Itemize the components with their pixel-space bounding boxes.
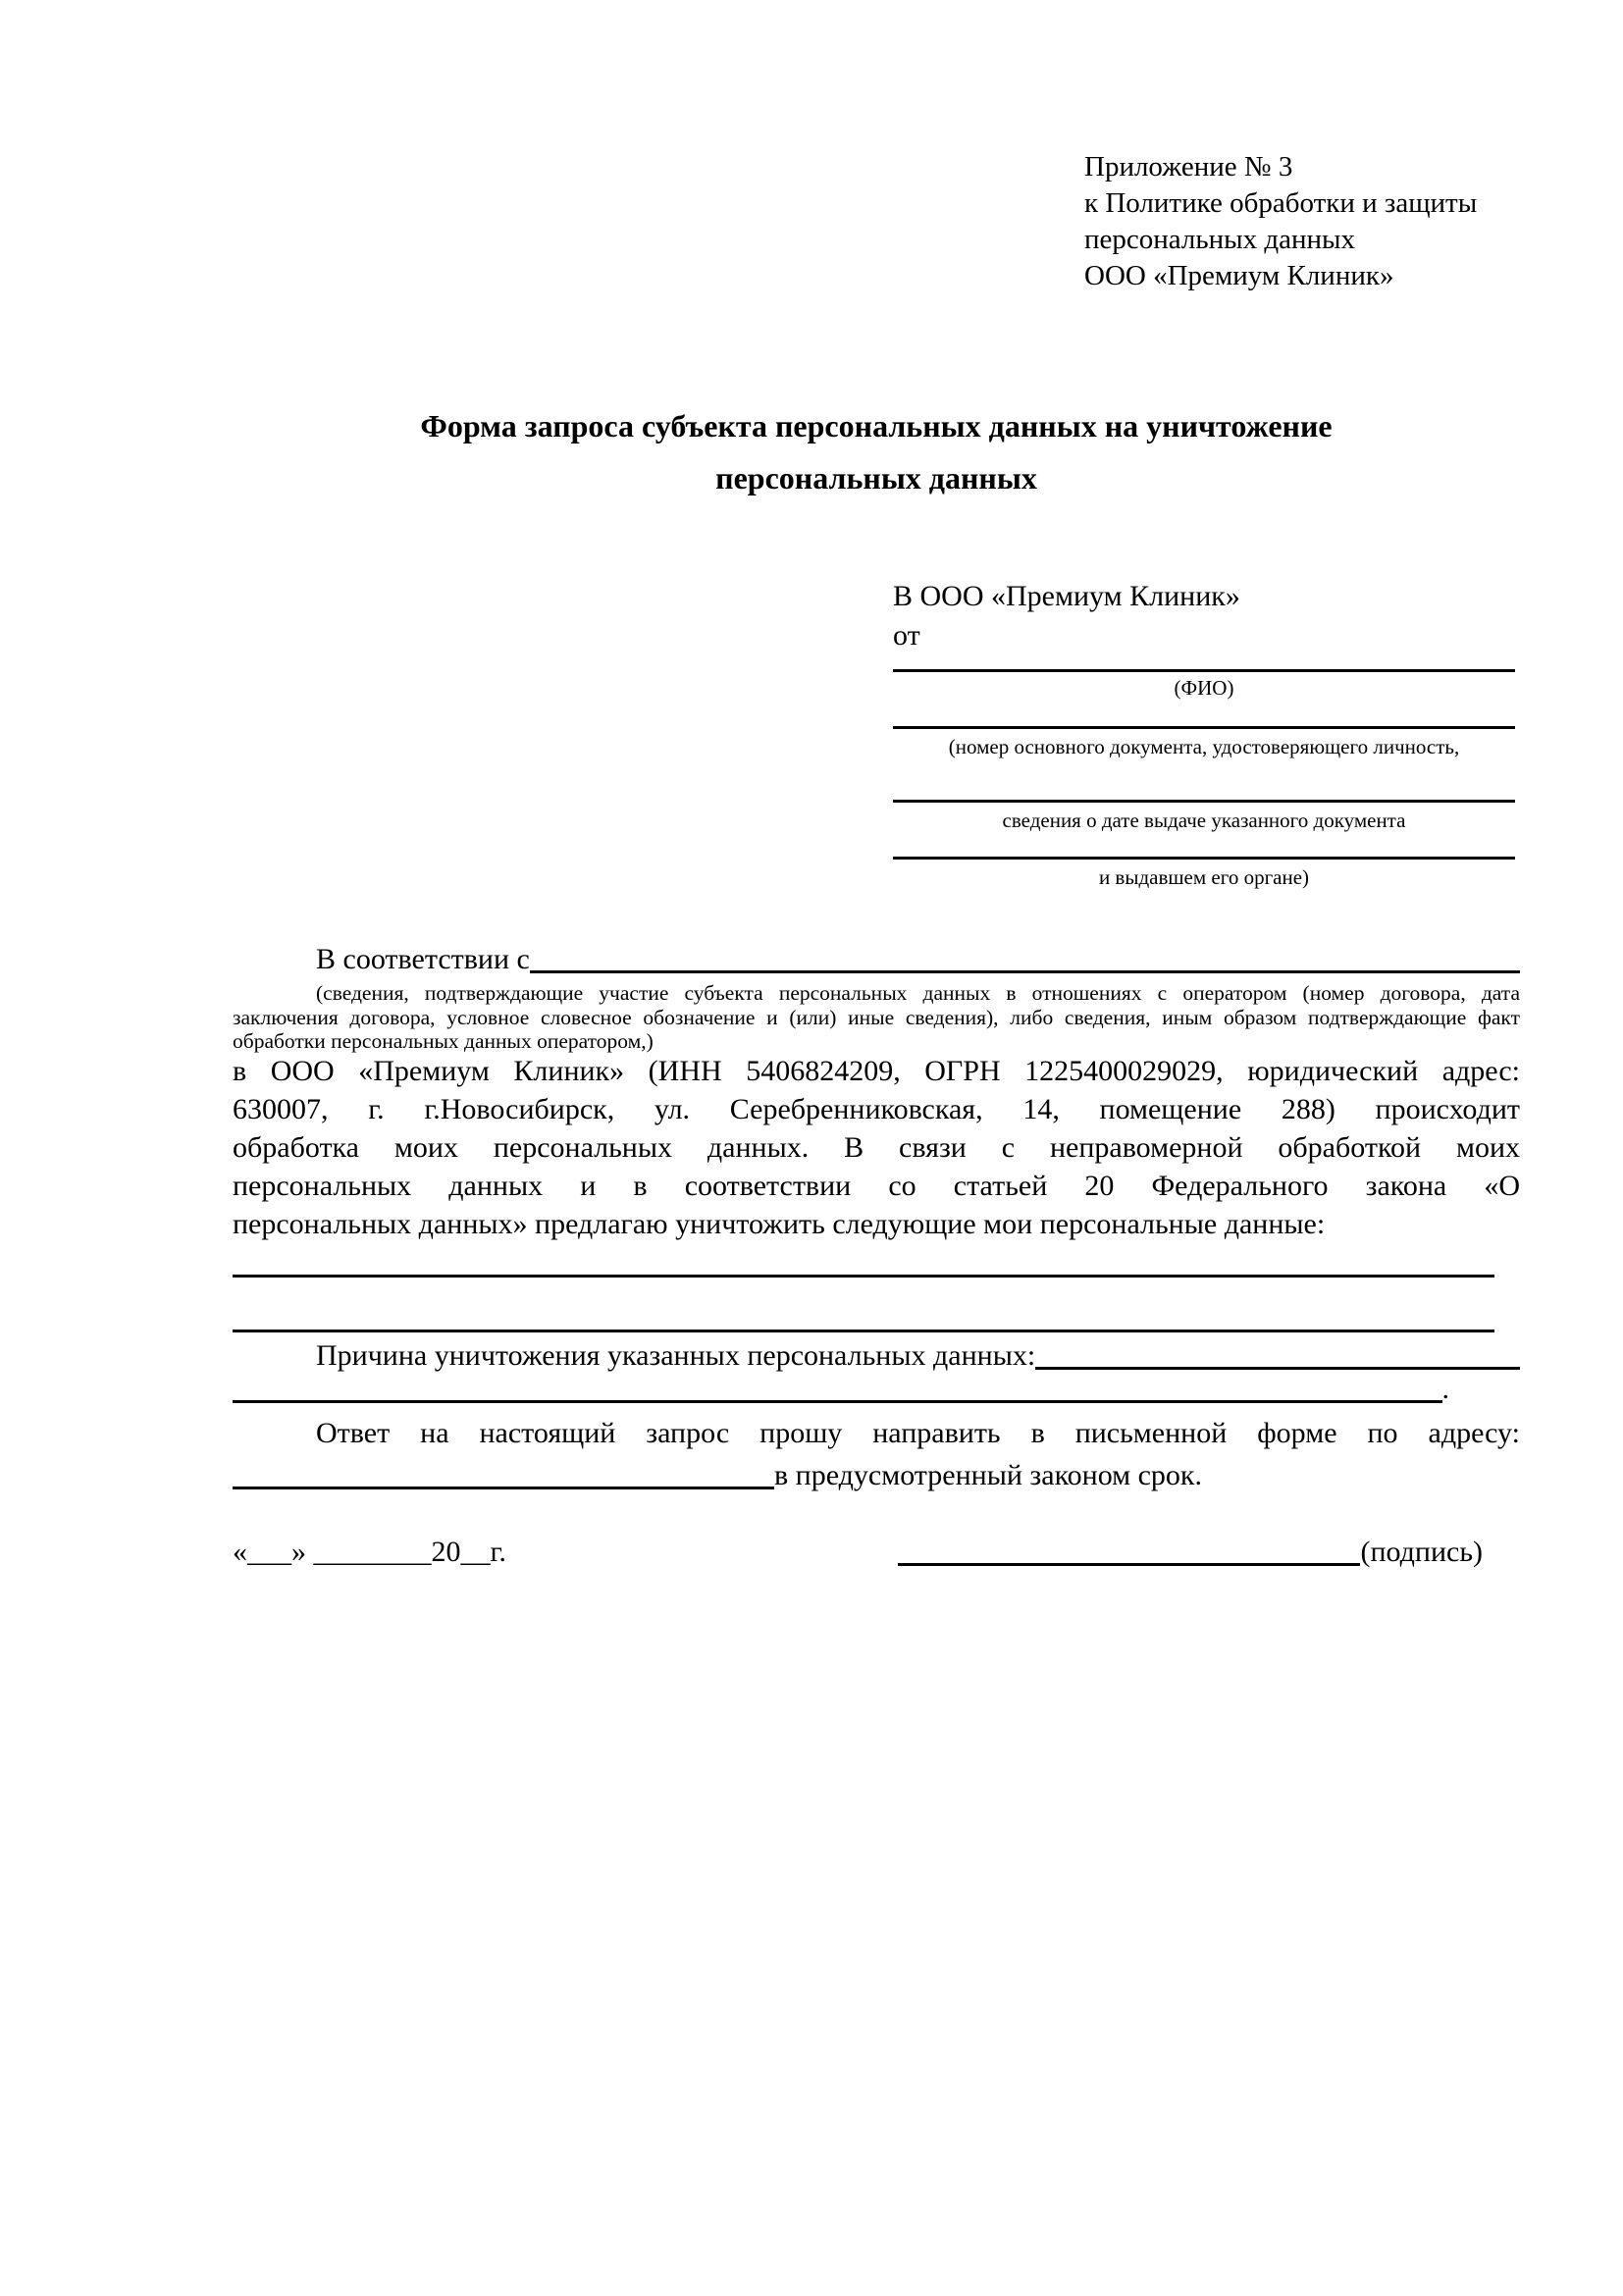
blank-line-address	[233, 1456, 774, 1489]
blank-line-document-number	[893, 726, 1515, 729]
note-line: (сведения, подтверждающие участие субъекта персональных данных в отношениях с оператором (номер договора, дата	[316, 981, 1520, 1005]
blank-line-issuing-authority	[893, 857, 1515, 860]
field-caption-fio: (ФИО)	[1174, 676, 1234, 700]
addressee-to: В ООО «Премиум Клиник»	[893, 580, 1240, 612]
field-caption-issuing-authority: и выдавшем его органе)	[1098, 865, 1310, 889]
addressee-block	[893, 577, 1515, 911]
date-stub: «___» ________20__г.	[233, 1536, 506, 1568]
main-paragraph-line: персональных данных и в соответствии со статьей 20 Федерального закона «О	[233, 1170, 1520, 1202]
document-title-line: Форма запроса субъекта персональных данных на уничтожение	[420, 408, 1333, 444]
document-title	[233, 400, 1520, 504]
appendix-line: к Политике обработки и защиты	[1084, 187, 1478, 219]
note-line: обработки персональных данных оператором,)	[233, 1029, 654, 1053]
reason-label: Причина уничтожения указанных персональных данных:	[316, 1339, 1036, 1372]
field-caption-issue-date: сведения о дате выдаче указанного документа	[1002, 809, 1406, 832]
main-paragraph-line: в ООО «Премиум Клиник» (ИНН 5406824209, ОГРН 1225400029029, юридический адрес:	[233, 1055, 1520, 1087]
main-paragraph-line: обработка моих персональных данных. В связи с неправомерной обработкой моих	[233, 1131, 1520, 1164]
main-paragraph-line: 630007, г. г.Новосибирск, ул. Серебренниковская, 14, помещение 288) происходит	[233, 1093, 1520, 1125]
appendix-line: ООО «Премиум Клиник»	[1084, 260, 1394, 291]
appendix-line: персональных данных	[1084, 224, 1356, 255]
blank-line-fio	[893, 669, 1515, 672]
accordance-line	[233, 940, 1520, 979]
blank-line-personal-data-1	[233, 1275, 1494, 1278]
signature-group	[898, 1533, 1483, 1572]
signature-caption: (подпись)	[1360, 1536, 1483, 1568]
answer-sentence-line1: Ответ на настоящий запрос прошу направить в письменной форме по адресу:	[316, 1417, 1520, 1449]
blank-line-issue-date	[893, 800, 1515, 803]
blank-line-accordance	[530, 940, 1520, 973]
reason-continuation-line	[233, 1370, 1449, 1409]
blank-line-reason-continuation	[233, 1370, 1442, 1403]
blank-line-signature	[898, 1533, 1360, 1566]
main-paragraph-line: персональных данных» предлагаю уничтожить следующие мои персональные данные:	[233, 1208, 1326, 1240]
accordance-prefix: В соответствии с	[316, 943, 530, 975]
answer-sentence-suffix: в предусмотренный законом срок.	[774, 1459, 1202, 1491]
note-line: заключения договора, условное словесное обозначение и (или) иные сведения), либо сведения, иным образом подтверждающие факт	[233, 1005, 1520, 1029]
blank-line-reason	[1035, 1336, 1520, 1370]
period-mark: .	[1441, 1373, 1449, 1405]
addressee-from-label: от	[893, 619, 920, 652]
answer-sentence-line2	[233, 1456, 1520, 1495]
appendix-reference	[1084, 149, 1477, 294]
field-caption-document-number: (номер основного документа, удостоверяющего личность,	[948, 735, 1460, 758]
explanatory-note	[233, 981, 1520, 1054]
document-title-line: персональных данных	[715, 460, 1037, 496]
date-signature-row	[233, 1533, 1520, 1572]
appendix-line: Приложение № 3	[1084, 151, 1293, 183]
main-paragraph	[233, 1052, 1520, 1243]
blank-line-personal-data-2	[233, 1330, 1494, 1332]
